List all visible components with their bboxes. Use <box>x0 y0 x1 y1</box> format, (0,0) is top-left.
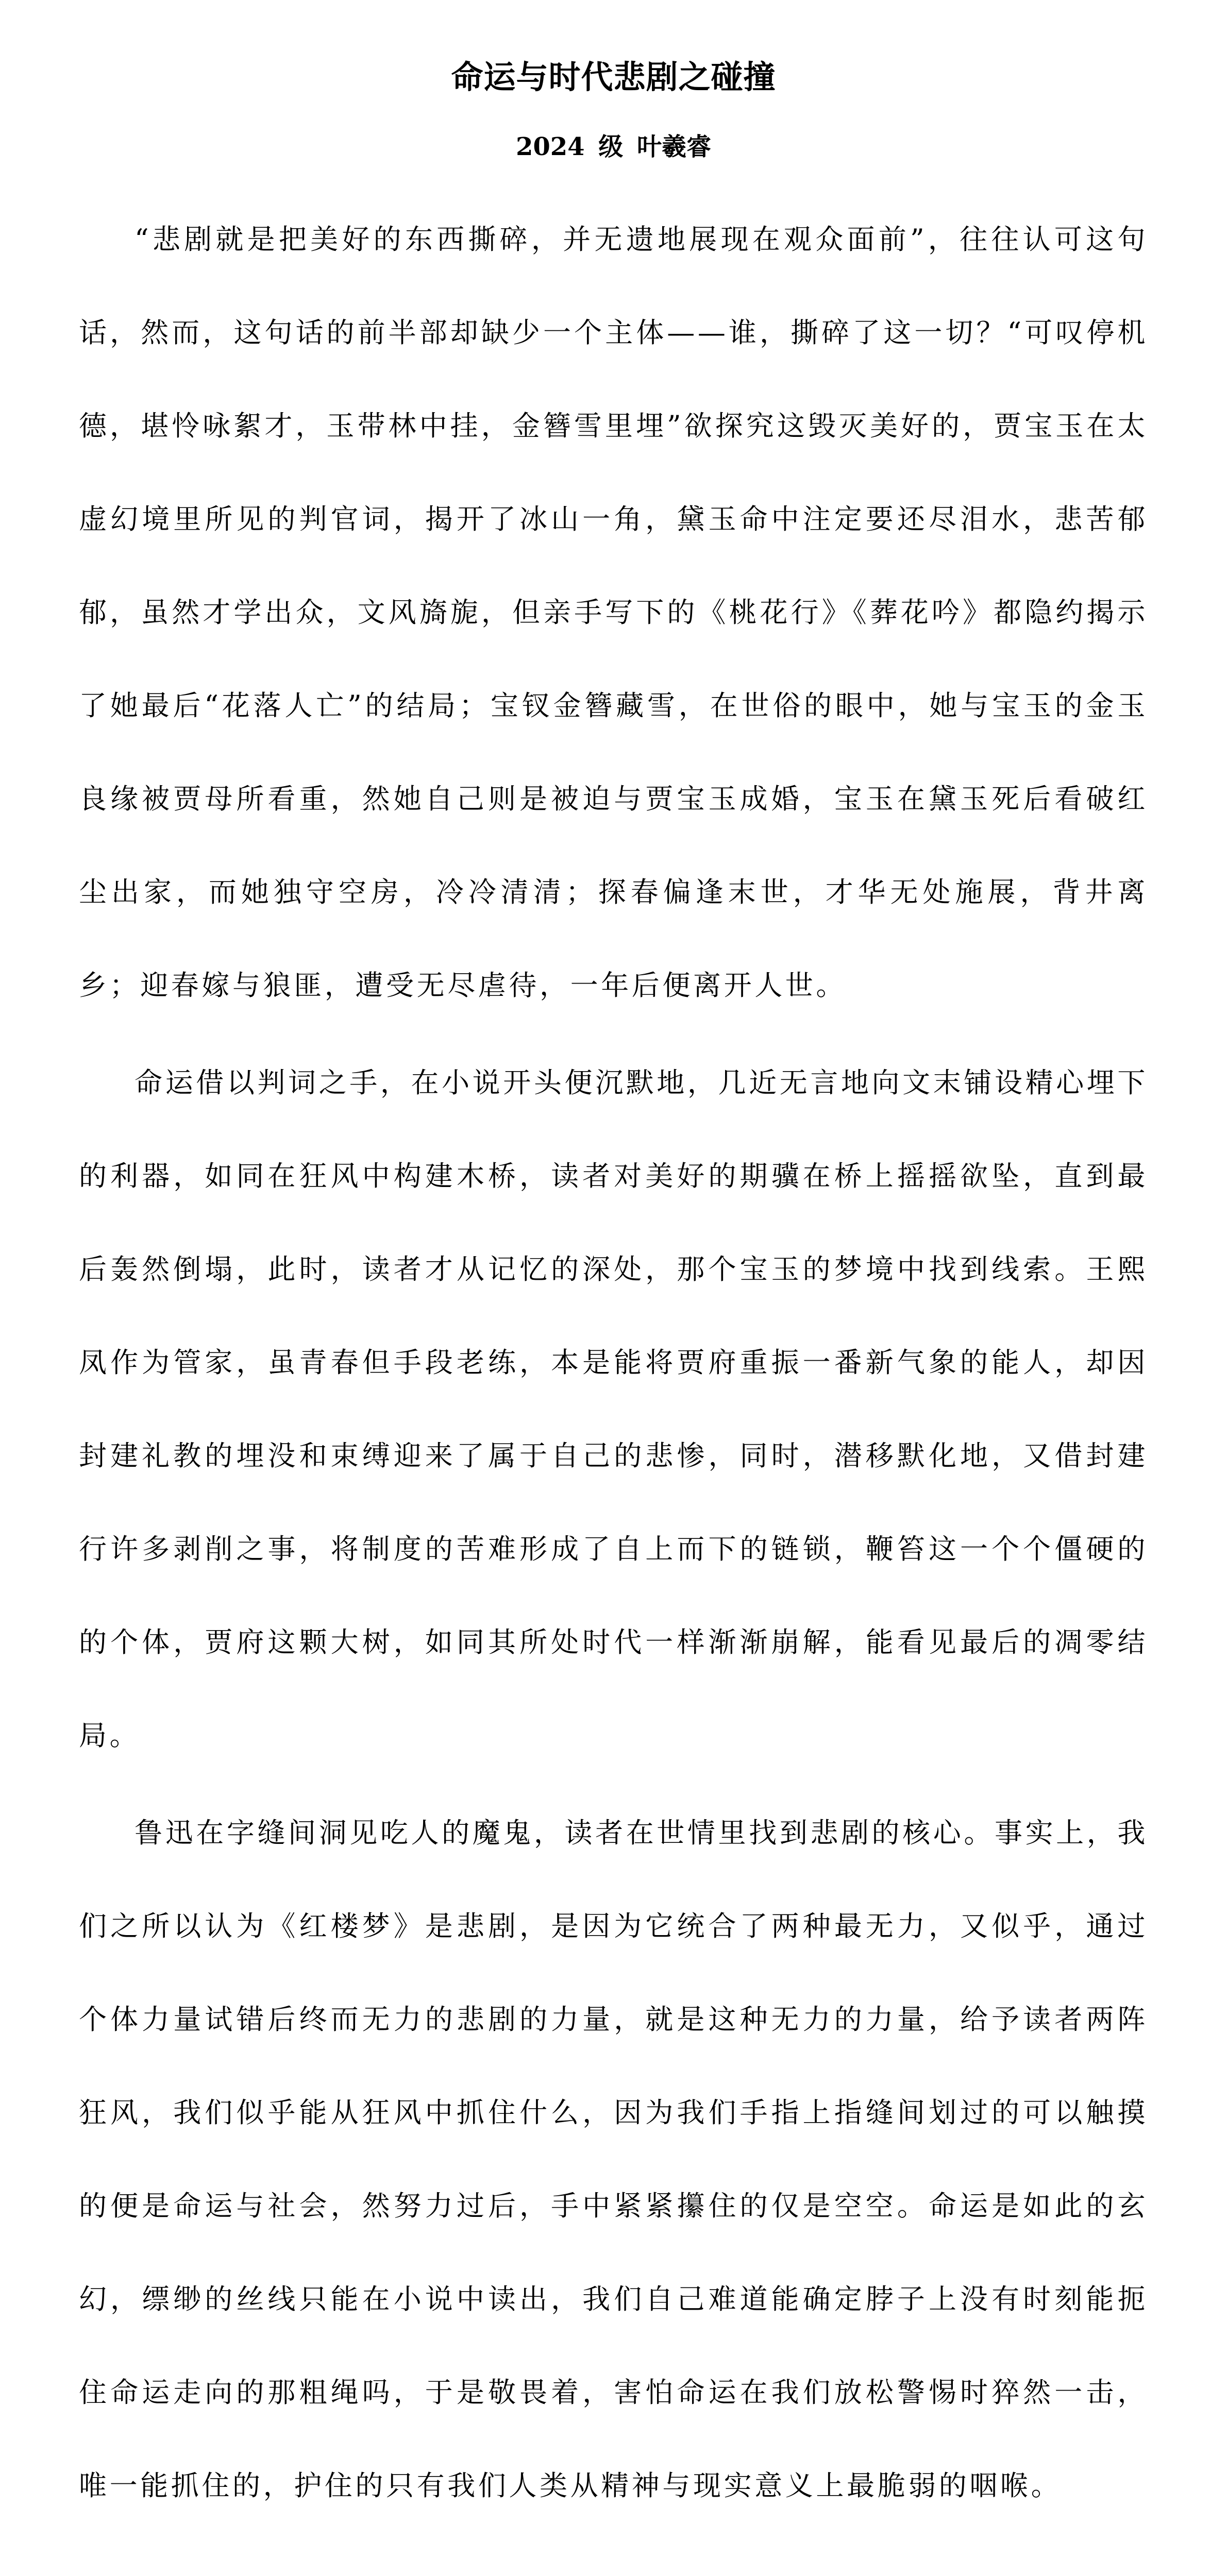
author-line: 2024 级 叶羲睿 <box>515 132 712 161</box>
document-body <box>79 193 1148 2532</box>
document-title: 命运与时代悲剧之碰撞 <box>451 58 776 96</box>
paragraph-2: 命运借以判词之手，在小说开头便沉默地，几近无言地向文末铺设精心埋下的利器，如同在狂风中构建木桥，读者对美好的期骥在桥上摇摇欲坠，直到最后轰然倒塌，此时，读者才从记忆的深处，那个宝玉的梦境中找到线索。王熙凤作为管家，虽青春但手段老练，本是能将贾府重振一番新气象的能人，却因封建礼教的埋没和束缚迎来了属于自己的悲惨，同时，潜移默化地，又借封建行许多剥削之事，将制度的苦难形成了自上而下的链锁，鞭笞这一个个僵硬的的个体，贾府这颗大树，如同其所处时代一样渐渐崩解，能看见最后的凋零结局。 <box>79 1066 1148 1752</box>
paragraph-1: “悲剧就是把美好的东西撕碎，并无遗地展现在观众面前”，往往认可这句话，然而，这句话的前半部却缺少一个主体——谁，撕碎了这一切？“可叹停机德，堪怜咏絮才，玉带林中挂，金簪雪里埋”欲探究这毁灭美好的，贾宝玉在太虚幻境里所见的判官词，揭开了冰山一角，黛玉命中注定要还尽泪水，悲苦郁郁，虽然才学出众，文风旖旎，但亲手写下的《桃花行》《葬花吟》都隐约揭示了她最后“花落人亡”的结局；宝钗金簪藏雪，在世俗的眼中，她与宝玉的金玉良缘被贾母所看重，然她自己则是被迫与贾宝玉成婚，宝玉在黛玉死后看破红尘出家，而她独守空房，冷冷清清；探春偏逢末世，才华无处施展，背井离乡；迎春嫁与狼匪，遭受无尽虐待，一年后便离开人世。 <box>79 223 1148 1002</box>
paragraph-3: 鲁迅在字缝间洞见吃人的魔鬼，读者在世情里找到悲剧的核心。事实上，我们之所以认为《红楼梦》是悲剧，是因为它统合了两种最无力，又似乎，通过个体力量试错后终而无力的悲剧的力量，就是这种无力的力量，给予读者两阵狂风，我们似乎能从狂风中抓住什么，因为我们手指上指缝间划过的可以触摸的便是命运与社会，然努力过后，手中紧紧攥住的仅是空空。命运是如此的玄幻，缥缈的丝线只能在小说中读出，我们自己难道能确定脖子上没有时刻能扼住命运走向的那粗绳吗，于是敬畏着，害怕命运在我们放松警惕时猝然一击，唯一能抓住的，护住的只有我们人类从精神与现实意义上最脆弱的咽喉。 <box>79 1817 1148 2502</box>
